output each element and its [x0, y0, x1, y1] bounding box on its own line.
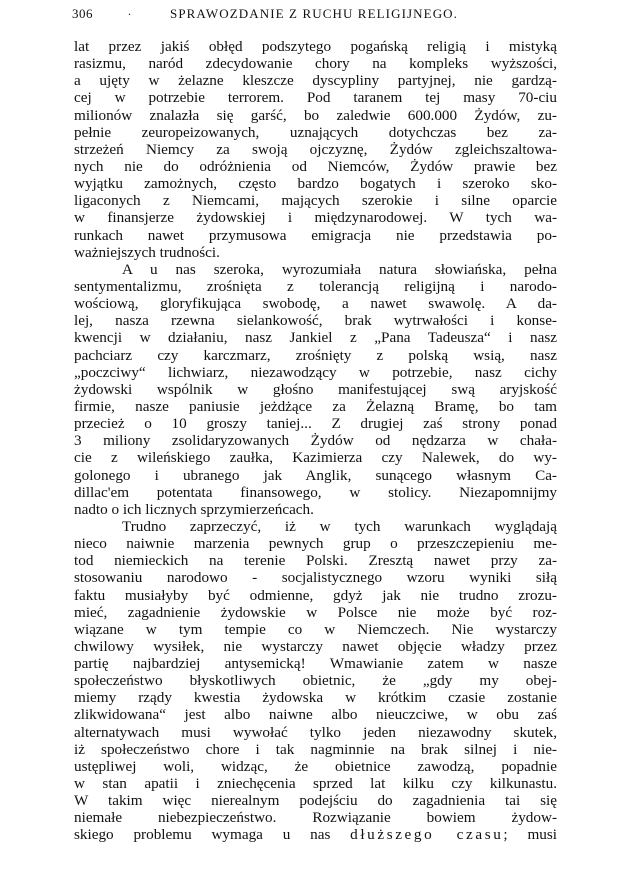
text-fragment: ; musi: [503, 826, 557, 844]
text-line: nych nie do odróżnienia od Niemców, Żydów prawie bez: [74, 157, 557, 175]
text-line: firmie, nasze paniusie jeżdżące za Żelazną Bramę, bo tam: [74, 397, 557, 415]
page-header: [72, 6, 562, 24]
text-line: faktu musiałyby być odmienne, gdyż jak nie trudno zrozu-: [74, 586, 557, 604]
text-line: wościową, gloryfikująca swobodę, a nawet swawolę. A da-: [74, 295, 557, 313]
text-line: ligaconych z Niemcami, mających szerokie i silne oparcie: [74, 192, 557, 210]
text-line: partię najbardziej antysemicką! Wmawianie zatem w nasze: [74, 655, 557, 673]
text-line: ważniejszych trudności.: [74, 243, 220, 261]
text-line: wiązane w tym tempie co w Niemczech. Nie wystarczy: [74, 620, 557, 638]
paragraph: [74, 38, 557, 261]
emphasized-phrase: dłuższego czasu: [350, 826, 504, 844]
text-line: niemałe niebezpieczeństwo. Rozwiązanie bowiem żydow-: [74, 809, 557, 827]
text-fragment: skiego problemu wymaga u nas: [74, 826, 351, 844]
text-line: kwencji w działaniu, nasz Jankiel z „Pana Tadeusza“ i nasz: [74, 329, 557, 347]
text-line: ustępliwej woli, widząc, że obietnice zawodzą, popadnie: [74, 757, 557, 775]
text-line: pachciarz czy karczmarz, zrośnięty z polską wsią, nasz: [74, 346, 557, 364]
text-line: W takim więc nierealnym podejściu do zagadnienia tai się: [74, 792, 557, 810]
text-line: mieć, zagadnienie żydowskie w Polsce nie może być roz-: [74, 603, 557, 621]
text-line: A u nas szeroka, wyrozumiała natura słowiańska, pełna: [122, 260, 557, 278]
text-line: pełnie zeuropeizowanych, uznających dotychczas bez za-: [74, 123, 557, 141]
text-line: nadto o ich licznych sprzymierzeńcach.: [74, 500, 314, 518]
text-line: strzeżeń Niemcy za swoją ojczyznę, Żydów zgleichszaltowa-: [74, 140, 557, 158]
text-line: tod niemieckich na terenie Polski. Zresztą nawet przy za-: [74, 552, 557, 570]
text-line: cie z wileńskiego zaułka, Kazimierza czy Nalewek, do wy-: [74, 449, 557, 467]
text-line: stosowaniu narodowo - socjalistycznego wzoru wyniki siłą: [74, 569, 557, 587]
text-line: przecież o 10 groszy taniej... Z drugiej zaś strony ponad: [74, 415, 557, 433]
text-line: „poczciwy“ lichwiarz, niezawodzący w potrzebie, nasz cichy: [74, 363, 557, 381]
text-line: miemy rządy kwestia żydowska w krótkim czasie zostanie: [74, 689, 557, 707]
text-line: w finansjerze żydowskiej i międzynarodowej. W tych wa-: [74, 209, 557, 227]
text-line: 3 miliony zsolidaryzowanych Żydów od nędzarza w chała-: [74, 432, 557, 450]
text-line: cej w potrzebie terrorem. Pod taranem tej masy 70-ciu: [74, 89, 557, 107]
text-line: nieco naiwnie marzenia pewnych grup o przeszczepieniu me-: [74, 535, 557, 553]
text-line: golonego i ubranego jak Anglik, sunącego własnym Ca-: [74, 466, 557, 484]
text-line: chwilowy wysiłek, nie wystarczy nawet objęcie władzy przez: [74, 637, 557, 655]
page-number: 306: [72, 6, 93, 21]
text-line: dillac'em potentata finansowego, w stolicy. Niezapomnijmy: [74, 483, 557, 501]
paragraph: [74, 518, 557, 844]
body-text: [74, 38, 557, 844]
text-line: a ujęty w żelazne kleszcze dyscypliny partyjnej, nie gardzą-: [74, 72, 557, 90]
text-line: Trudno zaprzeczyć, iż w tych warunkach wyglądają: [122, 517, 557, 535]
text-line: milionów znalazła się garść, bo zaledwie 600.000 Żydów, zu-: [74, 106, 557, 124]
text-line: w stan apatii i zniechęcenia sprzed lat kilku czy kilkunastu.: [74, 775, 557, 793]
text-line: społeczeństwo błyskotliwych obietnic, że „gdy my obej-: [74, 672, 557, 690]
text-line: lej, nasza rzewna sielankowość, brak wytrwałości i konse-: [74, 312, 557, 330]
text-line: wyjątku zamożnych, często bardzo bogatych i szeroko sko-: [74, 175, 557, 193]
text-line: lat przez jakiś obłęd podszytego pogańską religią i mistyką: [74, 38, 557, 55]
text-line: runkach nawet przymusowa emigracja nie przedstawia po-: [74, 226, 557, 244]
text-line: [74, 826, 557, 843]
header-separator: .: [128, 4, 131, 18]
paragraph: [74, 261, 557, 518]
text-line: rasizmu, naród zdecydowanie chory na kompleks wyższości,: [74, 55, 557, 73]
running-title: SPRAWOZDANIE Z RUCHU RELIGIJNEGO.: [170, 6, 459, 21]
text-line: iż społeczeństwo chore i tak nagminnie na brak silnej i nie-: [74, 740, 557, 758]
text-line: alternatywach musi wywołać tylko jeden niezawodny skutek,: [74, 723, 557, 741]
text-line: zlikwidowana“ jest albo naiwne albo nieuczciwe, w obu zaś: [74, 706, 557, 724]
text-line: sentymentalizmu, zrośnięta z tolerancją religijną i narodo-: [74, 277, 557, 295]
text-line: żydowski wspólnik w głośno manifestującej swą aryjskość: [74, 380, 557, 398]
